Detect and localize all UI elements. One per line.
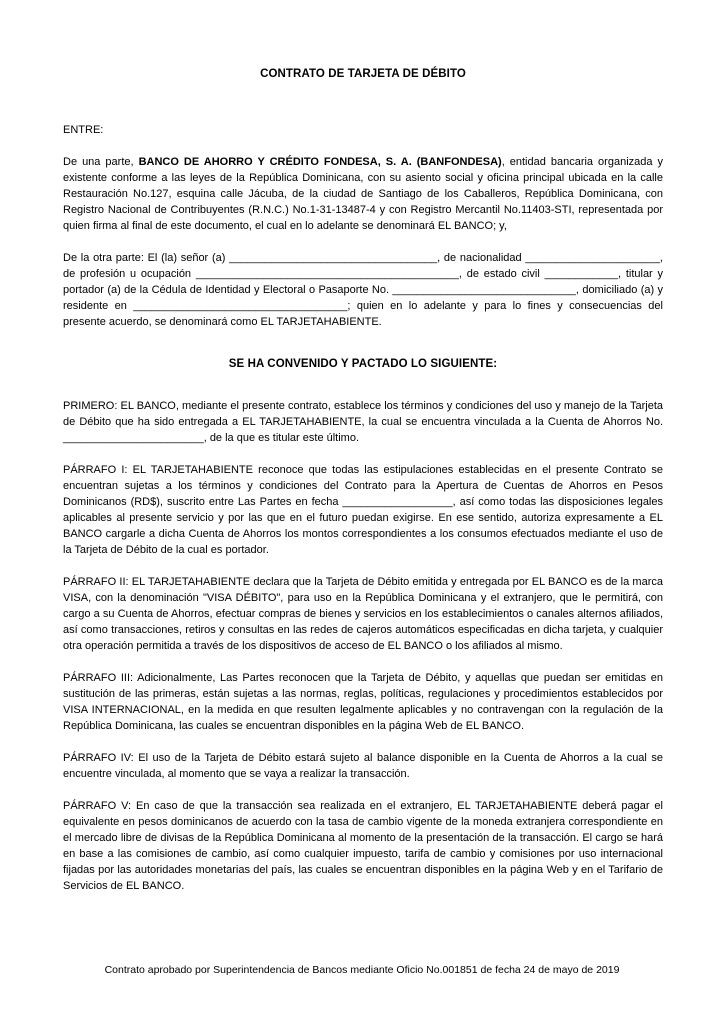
clause-primero: PRIMERO: EL BANCO, mediante el presente contrato, establece los términos y condiciones del uso y manejo de la Tarjeta de Débito que ha sido entregada a EL TARJETAHABIENTE, la cual se encuentra vinculada a la Cuenta de Ahorros No. _______________________, de la que es titular este último. — [63, 400, 663, 444]
clause-parrafo-iv: PÁRRAFO IV: El uso de la Tarjeta de Débito estará sujeto al balance disponible en la Cuenta de Ahorros a la cual se encuentre vinculada, al momento que se vaya a realizar la transacción. — [63, 752, 663, 780]
clause-parrafo-i: PÁRRAFO I: EL TARJETAHABIENTE reconoce que todas las estipulaciones establecidas en el presente Contrato se encuentran sujetas a los términos y condiciones del Contrato para la Apertura de Cuentas de Ahorros en Pesos Dominicanos (RD$), suscrito entre Las Partes en fecha __________________, así como todas las disposiciones legales aplicables al presente servicio y por las que en el futuro puedan exigirse. En ese sentido, autoriza expresamente a EL BANCO cargarle a dicha Cuenta de Ahorros los montos correspondientes a los consumos efectuados mediante el uso de la Tarjeta de Débito de la cual es portador. — [63, 464, 663, 556]
entre-label: ENTRE: — [63, 124, 104, 136]
bank-party-prefix: De una parte, — [63, 156, 139, 168]
clause-parrafo-v: PÁRRAFO V: En caso de que la transacción sea realizada en el extranjero, EL TARJETAHABIENTE deberá pagar el equivalente en pesos dominicanos de acuerdo con la tasa de cambio vigente de la moneda extranjera correspondiente en el mercado libre de divisas de la República Dominicana al momento de la presentación de la transacción. El cargo se hará en base a las comisiones de cambio, así como cualquier impuesto, tarifa de cambio y comisiones por uso internacional fijadas por las autoridades monetarias del país, las cuales se encuentran disponibles en la página Web y en el Tarifario de Servicios de EL BANCO. — [63, 800, 663, 892]
clause-parrafo-iii: PÁRRAFO III: Adicionalmente, Las Partes reconocen que la Tarjeta de Débito, y aquellas que puedan ser emitidas en sustitución de las primeras, están sujetas a las normas, reglas, políticas, regulaciones y procedimientos establecidos por VISA INTERNACIONAL, en la medida en que resulten legalmente aplicables y no contravengan con la regulación de la República Dominicana, las cuales se encuentran disponibles en la página Web de EL BANCO. — [63, 672, 663, 732]
bank-name-bold: BANCO DE AHORRO Y CRÉDITO FONDESA, S. A. (BANFONDESA) — [138, 156, 502, 168]
approval-footer-note: Contrato aprobado por Superintendencia de Bancos mediante Oficio No.001851 de fecha 24 de mayo de 2019 — [104, 964, 620, 976]
agreement-heading: SE HA CONVENIDO Y PACTADO LO SIGUIENTE: — [228, 358, 498, 370]
document-title: CONTRATO DE TARJETA DE DÉBITO — [260, 68, 466, 80]
bank-party-paragraph — [63, 154, 663, 234]
cardholder-party-paragraph: De la otra parte: El (la) señor (a) __________________________________, de nacionalidad ______________________, de profesión u ocupación ___________________________________________, de estado civil ____________, titular y portador (a) de la Cédula de Identidad y Electoral o Pasaporte No. ______________________________, domiciliado (a) y residente en ___________________________________; quien en lo adelante y para lo fines y consecuencias del presente acuerdo, se denominará como EL TARJETAHABIENTE. — [63, 252, 663, 328]
bank-party-rest: , entidad bancaria organizada y existente conforme a las leyes de la República Dominicana, con su asiento social y oficina principal ubicada en la calle Restauración No.127, esquina calle Jácuba, de la ciudad de Santiago de los Caballeros, República Dominicana, con Registro Nacional de Contribuyentes (R.N.C.) No.1-31-13487-4 y con Registro Mercantil No.11403-STI, representada por quien firma al final de este documento, el cual en lo adelante se denominará EL BANCO; y, — [63, 156, 663, 232]
clause-parrafo-ii: PÁRRAFO II: EL TARJETAHABIENTE declara que la Tarjeta de Débito emitida y entregada por EL BANCO es de la marca VISA, con la denominación "VISA DÉBITO", para uso en la República Dominicana y el extranjero, que le permitirá, con cargo a su Cuenta de Ahorros, efectuar compras de bienes y servicios en los establecimientos o canales alternos afiliados, así como transacciones, retiros y consultas en las redes de cajeros automáticos especificadas en dicha tarjeta, y cualquier otra operación permitida a través de los dispositivos de acceso de EL BANCO o los afiliados al mismo. — [63, 576, 663, 652]
